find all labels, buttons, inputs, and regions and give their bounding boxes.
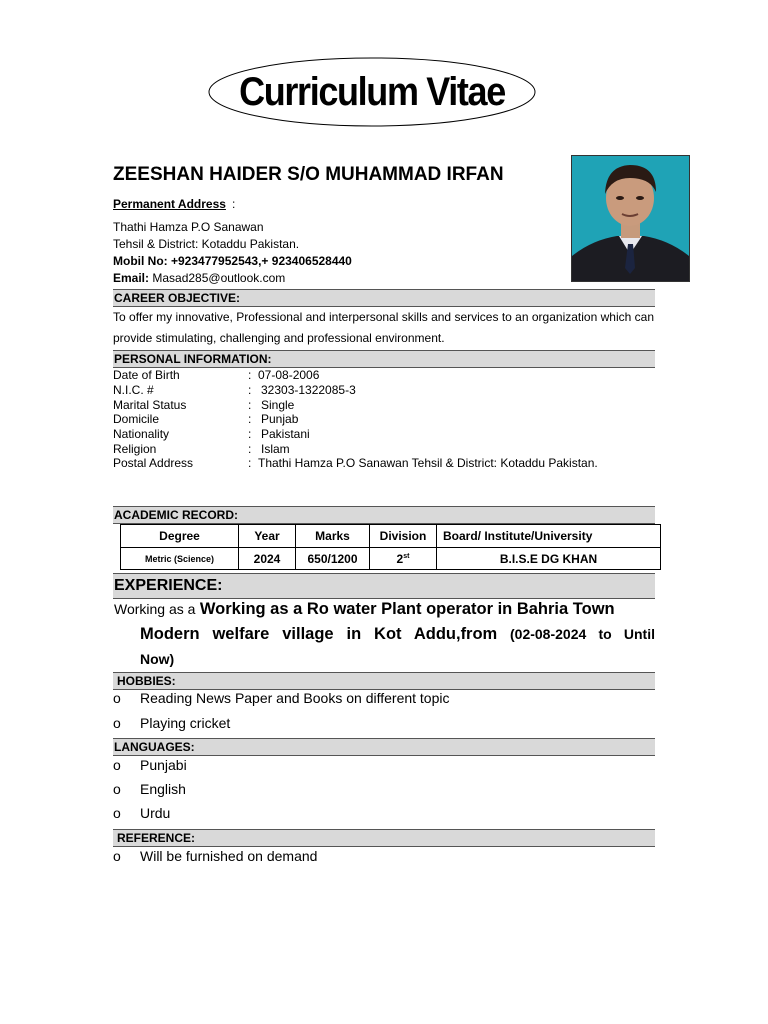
email-line: [113, 271, 285, 286]
address-line-2: Tehsil & District: Kotaddu Pakistan.: [113, 237, 300, 251]
list-item: o Reading News Paper and Books on different topic: [113, 690, 450, 706]
address-colon: :: [232, 197, 236, 211]
info-row-nic: N.I.C. # : 32303-1322085-3: [113, 383, 356, 397]
info-row-marital: Marital Status : Single: [113, 398, 295, 412]
info-row-religion: Religion : Islam: [113, 442, 290, 456]
academic-header-row: [121, 525, 661, 548]
list-item: o Playing cricket: [113, 715, 231, 731]
personal-info-heading: PERSONAL INFORMATION:: [113, 350, 655, 368]
list-item: o English: [113, 781, 186, 797]
cell-year: 2024: [239, 548, 296, 570]
cv-title: Curriculum Vitae: [239, 69, 505, 114]
experience-line-1: Working as a Working as a Ro water Plant operator in Bahria Town: [114, 600, 615, 618]
cell-marks: 650/1200: [296, 548, 370, 570]
experience-text: [114, 597, 655, 672]
languages-heading: LANGUAGES:: [113, 738, 655, 756]
cv-title-banner: [208, 57, 536, 127]
info-row-postal: Postal Address : Thathi Hamza P.O Sanawan Tehsil & District: Kotaddu Pakistan.: [113, 456, 598, 470]
email-value: Masad285@outlook.com: [152, 271, 286, 285]
col-division: Division: [370, 525, 437, 548]
permanent-address-label: Permanent Address: [113, 197, 226, 211]
table-row: [121, 548, 661, 570]
col-degree: Degree: [121, 525, 239, 548]
cell-degree: Metric (Science): [121, 548, 239, 570]
address-line-1: Thathi Hamza P.O Sanawan: [113, 220, 264, 234]
cell-division: 2st: [370, 548, 437, 570]
list-item: o Punjabi: [113, 757, 187, 773]
hobbies-heading: HOBBIES:: [113, 672, 655, 690]
mobile-line: [113, 254, 352, 269]
candidate-name: ZEESHAN HAIDER S/O MUHAMMAD IRFAN: [113, 164, 504, 185]
list-item: o Urdu: [113, 805, 171, 821]
academic-table: [120, 524, 661, 570]
email-label: Email:: [113, 271, 150, 285]
profile-photo: [571, 155, 690, 282]
col-marks: Marks: [296, 525, 370, 548]
academic-record-heading: ACADEMIC RECORD:: [113, 506, 655, 524]
info-row-domicile: Domicile : Punjab: [113, 412, 299, 426]
mobile-value: +923477952543,+ 923406528440: [171, 254, 352, 268]
career-objective-heading: CAREER OBJECTIVE:: [113, 289, 655, 307]
mobile-label: Mobil No:: [113, 254, 168, 268]
list-item: o Will be furnished on demand: [113, 848, 318, 864]
col-year: Year: [239, 525, 296, 548]
career-objective-text: To offer my innovative, Professional and interpersonal skills and services to an organization which can provide stimulating, challenging and professional environment.: [113, 310, 654, 345]
reference-heading: REFERENCE:: [113, 829, 655, 847]
experience-line-2: Modern welfare village in Kot Addu,from (02-08-2024 to Until: [140, 625, 655, 643]
col-board: Board/ Institute/University: [437, 525, 661, 548]
cell-board: B.I.S.E DG KHAN: [437, 548, 661, 570]
info-row-dob: Date of Birth : 07-08-2006: [113, 368, 320, 382]
experience-line-3: Now): [140, 651, 175, 667]
info-row-nationality: Nationality : Pakistani: [113, 427, 310, 441]
experience-heading: EXPERIENCE:: [113, 573, 655, 599]
